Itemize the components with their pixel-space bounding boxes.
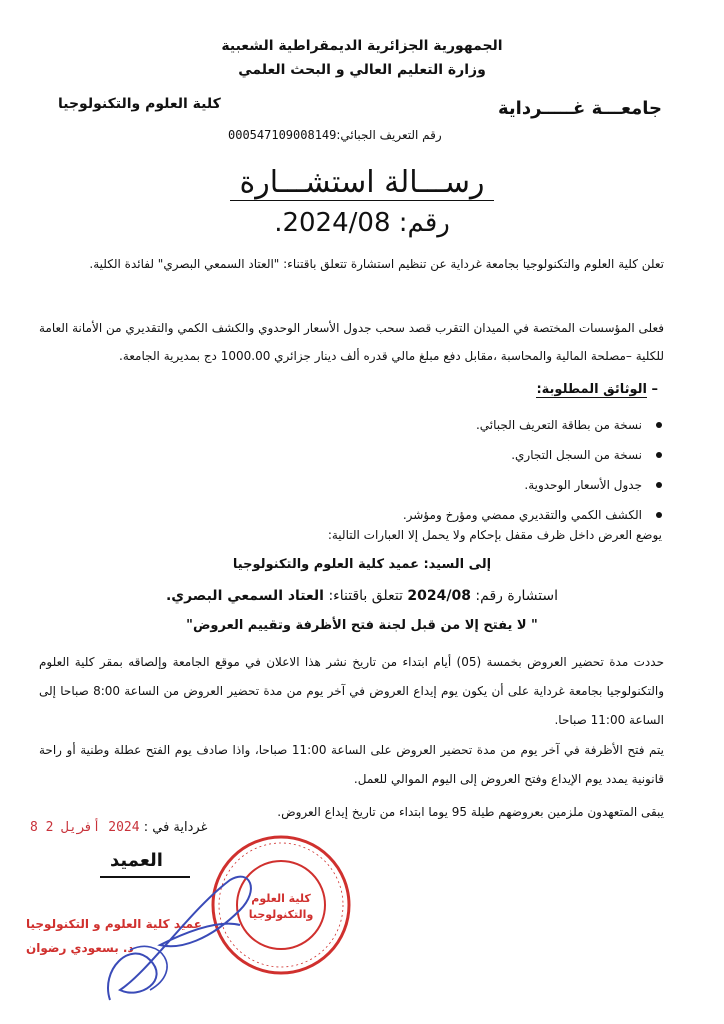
consult-relates: تتعلق باقتناء: <box>328 588 403 604</box>
title-text: رســـالة استشـــارة <box>230 165 495 201</box>
tax-id <box>228 128 442 142</box>
envelope-note: يوضع العرض داخل ظرف مقفل بإحكام ولا يحمل إلا العبارات التالية: <box>327 528 662 542</box>
date-label: غرداية في : <box>143 820 208 835</box>
ministry-header: وزارة التعليم العالي و البحث العلمي <box>238 62 486 78</box>
signature-icon <box>90 850 270 1010</box>
svg-text:والتكنولوجيا: والتكنولوجيا <box>248 908 314 921</box>
tax-id-label: رقم التعريف الجبائي: <box>336 128 442 142</box>
faculty-name: كلية العلوم والتكنولوجيا <box>58 96 221 112</box>
opening-paragraph: يتم فتح الأظرفة في آخر يوم من مدة تحضير العروض على الساعة 11:00 صباحا، واذا صادف يوم الفتح عطلة وطنية أو راحة قانونية يمدد يوم الإيداع وفتح العروض إلى اليوم الموالي للعمل. <box>39 743 664 786</box>
university-name: جامعـــة غـــــرداية <box>497 98 662 119</box>
consult-label: استشارة رقم: <box>475 588 559 604</box>
addressee: إلى السيد: عميد كلية العلوم والتكنولوجيا <box>232 557 492 572</box>
consult-subject: العتاد السمعي البصري. <box>165 588 324 604</box>
date-line <box>30 820 207 835</box>
list-item: نسخة من السجل التجاري. <box>403 440 664 470</box>
tax-id-value: 000547109008149 <box>228 128 337 142</box>
list-item: نسخة من بطاقة التعريف الجبائي. <box>403 410 664 440</box>
stamp-line-1: عميد كلية العلوم و التكنولوجيا <box>26 917 202 931</box>
list-item: الكشف الكمي والتقديري ممضي ومؤرخ ومؤشر. <box>403 500 664 530</box>
reference-number: رقم: 2024/08. <box>274 208 450 238</box>
dean-title: العميد <box>110 850 163 871</box>
no-open-note: " لا يفتح إلا من قبل لجنة فتح الأظرفة وتقييم العروض" <box>186 618 538 633</box>
documents-heading: – الوثائق المطلوبة: <box>536 382 658 397</box>
consultation-line <box>0 588 724 604</box>
list-item: جدول الأسعار الوحدوية. <box>403 470 664 500</box>
withdrawal-paragraph: فعلى المؤسسات المختصة في الميدان التقرب قصد سحب جدول الأسعار الوحدوي والكشف الكمي والتقديري من الأمانة العامة للكلية –مصلحة المالية والمحاسبة ،مقابل دفع مبلغ مالي قدره ألف دينار جزائري 1000.00 دج بمديرية الجامعة. <box>39 321 664 363</box>
page-title <box>0 165 724 200</box>
announcement-paragraph: تعلن كلية العلوم والتكنولوجيا بجامعة غرداية عن تنظيم استشارة تتعلق باقتناء: "العتاد السمعي البصري" لفائدة الكلية. <box>89 257 664 271</box>
date-value: 2024 أفريل 2 8 <box>30 820 140 835</box>
documents-list <box>403 410 664 530</box>
stamp-line-2: د. بسعودي رضوان <box>26 941 134 955</box>
consult-number: 2024/08 <box>407 588 471 604</box>
republic-header: الجمهورية الجزائرية الديمقراطية الشعبية <box>221 38 503 54</box>
validity-paragraph: يبقى المتعهدون ملزمين بعروضهم طيلة 95 يوما ابتداء من تاريخ إيداع العروض. <box>277 805 664 819</box>
documents-heading-text: الوثائق المطلوبة: <box>536 382 647 397</box>
svg-text:كلية العلوم: كلية العلوم <box>251 892 311 905</box>
preparation-paragraph: حددت مدة تحضير العروض بخمسة (05) أيام ابتداء من تاريخ نشر هذا الاعلان في موقع الجامعة وإلصاقه بمقر كلية العلوم والتكنولوجيا بجامعة غرداية على أن يكون يوم إيداع العروض في آخر يوم من مدة تحضير العروض من الساعة 8:00 صباحا إلى الساعة 11:00 صباحا. <box>39 655 664 727</box>
